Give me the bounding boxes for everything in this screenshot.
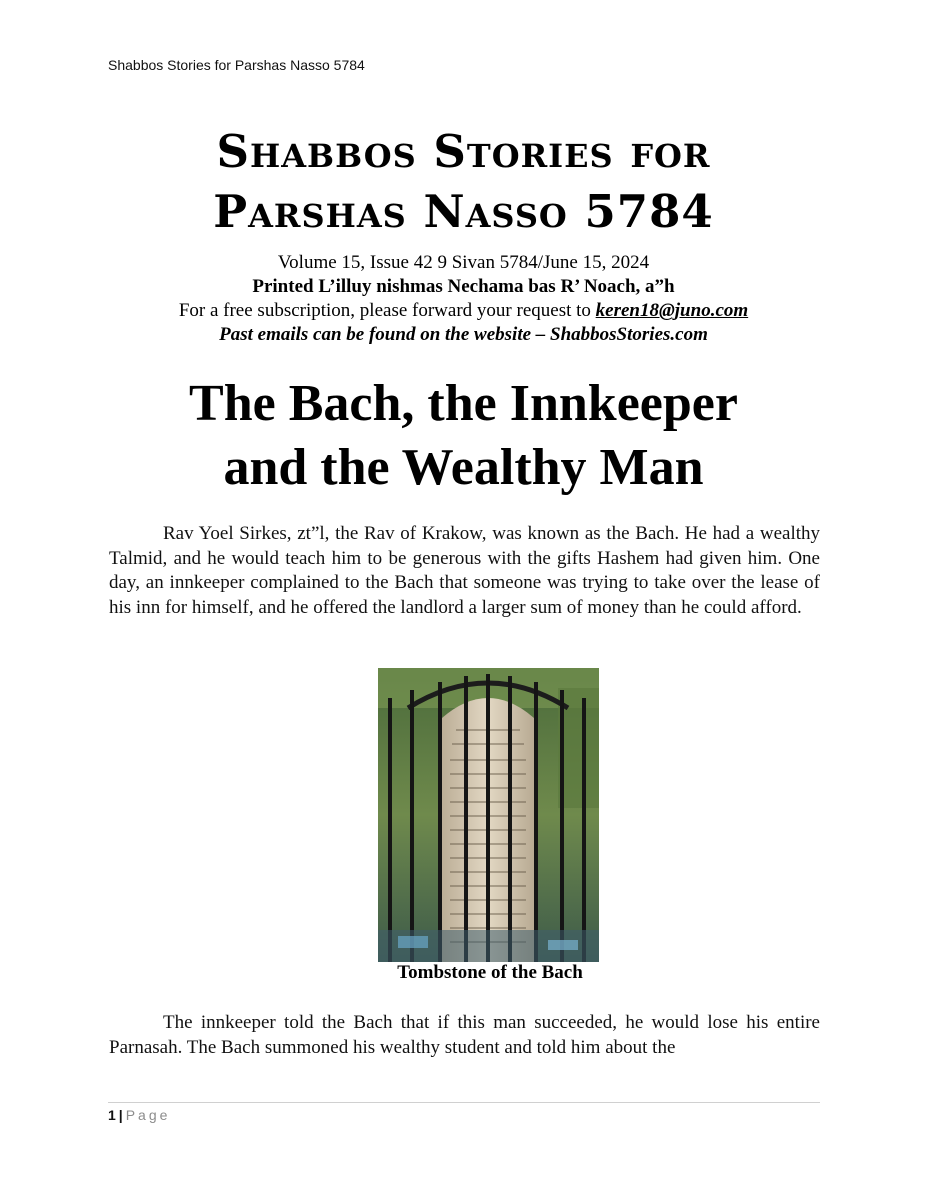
newsletter-masthead [0,122,927,242]
subscription-text: For a free subscription, please forward your request to [178,300,596,321]
page-number: 1 [108,1107,116,1123]
story-paragraph-2: The innkeeper told the Bach that if this man succeeded, he would lose his entire Parnasah. The Bach summoned his wealthy student and told him about the [109,1012,820,1058]
page-label: Page [125,1107,171,1123]
tombstone-photo [378,668,599,962]
past-emails-line: Past emails can be found on the website – ShabbosStories.com [219,324,708,345]
story-title-line-1: The Bach, the Innkeeper [189,375,738,432]
email-link[interactable]: keren18@juno.com [595,300,749,321]
story-paragraph-1: Rav Yoel Sirkes, zt”l, the Rav of Krakow, was known as the Bach. He had a wealthy Talmid, and he would teach him to be generous with the gifts Hashem had given him. One day, an innkeeper complained to the Bach that someone was trying to take over the lease of his inn for himself, and he offered the landlord a larger sum of money than he could afford. [109,523,820,618]
story-title [0,372,927,500]
subscription-line [0,300,927,322]
masthead-line-1: Shabbos Stories for [216,125,711,178]
volume-issue-line: Volume 15, Issue 42 9 Sivan 5784/June 15, 2024 [277,252,650,273]
masthead-line-2: Parshas Nasso 5784 [213,185,714,238]
page-footer [108,1107,170,1123]
photo-caption: Tombstone of the Bach [397,962,583,983]
story-title-line-2: and the Wealthy Man [223,439,704,496]
running-header: Shabbos Stories for Parshas Nasso 5784 [108,57,365,73]
footer-separator: | [118,1107,123,1123]
dedication-line: Printed L’illuy nishmas Nechama bas R’ Noach, a”h [252,276,675,297]
footer-divider [108,1102,820,1103]
